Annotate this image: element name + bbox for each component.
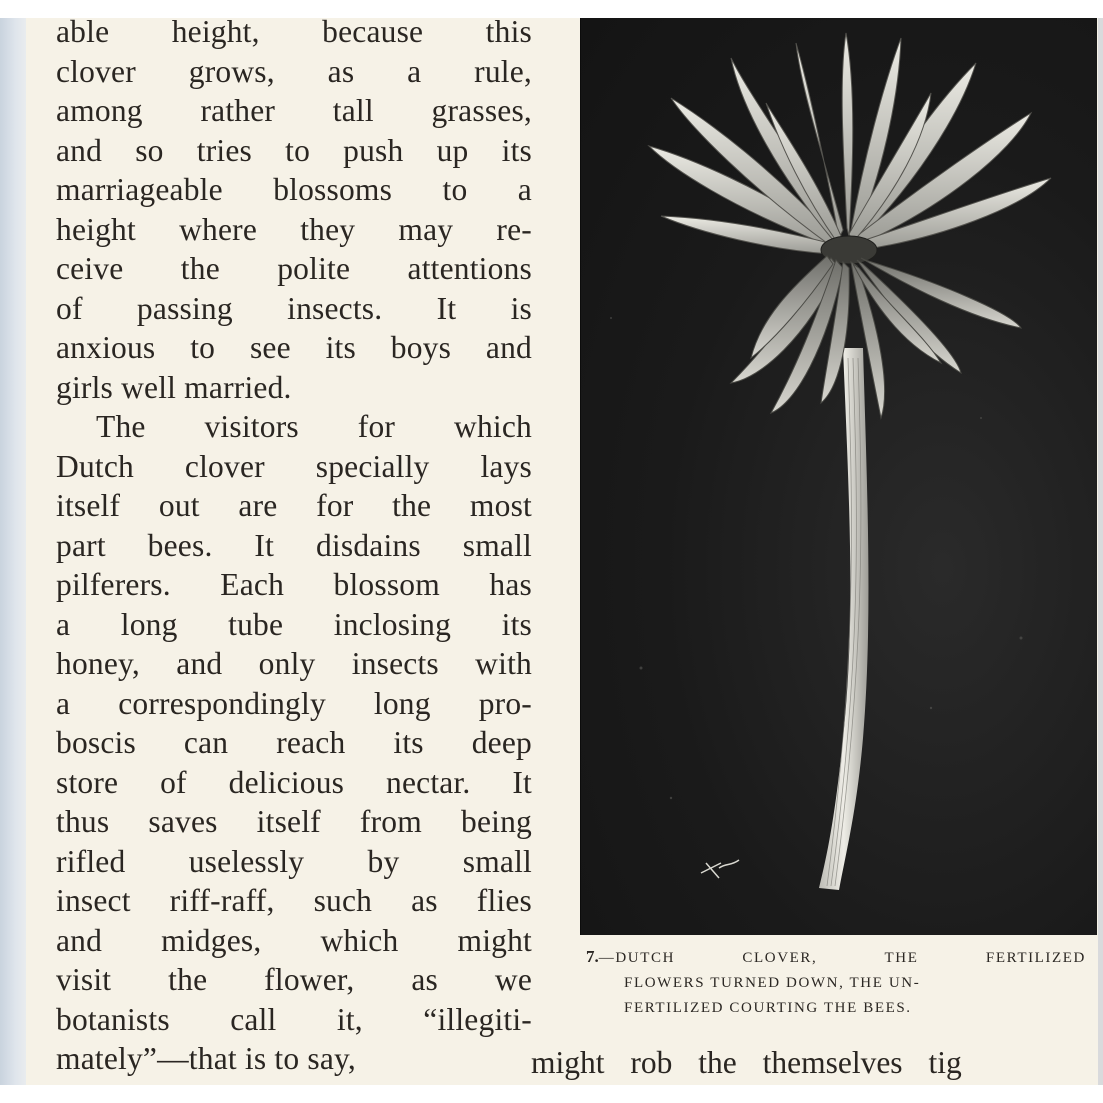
- text-line: botanists call it, “illegiti-: [56, 1001, 532, 1037]
- book-page: [26, 18, 1098, 1085]
- text-line: itself out are for the most: [56, 488, 532, 523]
- caption-line: [586, 944, 1086, 971]
- text-line: visit the flower, as we: [56, 962, 532, 997]
- text-line: a correspondingly long pro-: [56, 685, 532, 721]
- figure-number: 7.: [586, 947, 599, 966]
- text-line: ceive the polite attentions: [56, 251, 532, 286]
- figure-caption: [586, 944, 1086, 1021]
- caption-line: FLOWERS TURNED DOWN, THE UN-: [624, 975, 921, 991]
- text-line: marriageable blossoms to a: [56, 172, 532, 207]
- text-line: of passing insects. It is: [56, 290, 532, 326]
- text-line: and midges, which might: [56, 922, 532, 958]
- paragraph-start-line: The visitors for which: [96, 409, 532, 444]
- engraver-monogram-icon: [701, 860, 739, 878]
- text-line: able height, because this: [56, 18, 532, 49]
- text-line: boscis can reach its deep: [56, 725, 532, 760]
- text-line: clover grows, as a rule,: [56, 53, 532, 89]
- text-line: a long tube inclosing its: [56, 606, 532, 642]
- text-line: girls well married.: [56, 369, 292, 405]
- caption-line: FERTILIZED COURTING THE BEES.: [624, 1000, 912, 1016]
- text-line: rifled uselessly by small: [56, 843, 532, 879]
- text-line: honey, and only insects with: [56, 646, 532, 681]
- dutch-clover-engraving: [581, 18, 1097, 935]
- text-line: pilferers. Each blossom has: [56, 567, 532, 602]
- text-line: and so tries to push up its: [56, 132, 532, 168]
- text-line: part bees. It disdains small: [56, 527, 532, 563]
- text-line: among rather tall grasses,: [56, 93, 532, 128]
- text-line: insect riff-raff, such as flies: [56, 883, 532, 918]
- caption-text: —DUTCH CLOVER, THE FERTILIZED: [598, 950, 1086, 966]
- continuation-text: might rob the themselves tig: [531, 1045, 962, 1080]
- scanner-edge-strip: [0, 18, 26, 1085]
- text-line: mately”—that is to say,: [56, 1041, 356, 1076]
- text-line: thus saves itself from being: [56, 804, 532, 839]
- text-line: height where they may re-: [56, 211, 532, 247]
- text-line: Dutch clover specially lays: [56, 448, 532, 484]
- text-line: store of delicious nectar. It: [56, 764, 532, 800]
- figure-illustration-plate: [580, 18, 1097, 935]
- text-line: anxious to see its boys and: [56, 330, 532, 365]
- article-text-column: [56, 18, 532, 1079]
